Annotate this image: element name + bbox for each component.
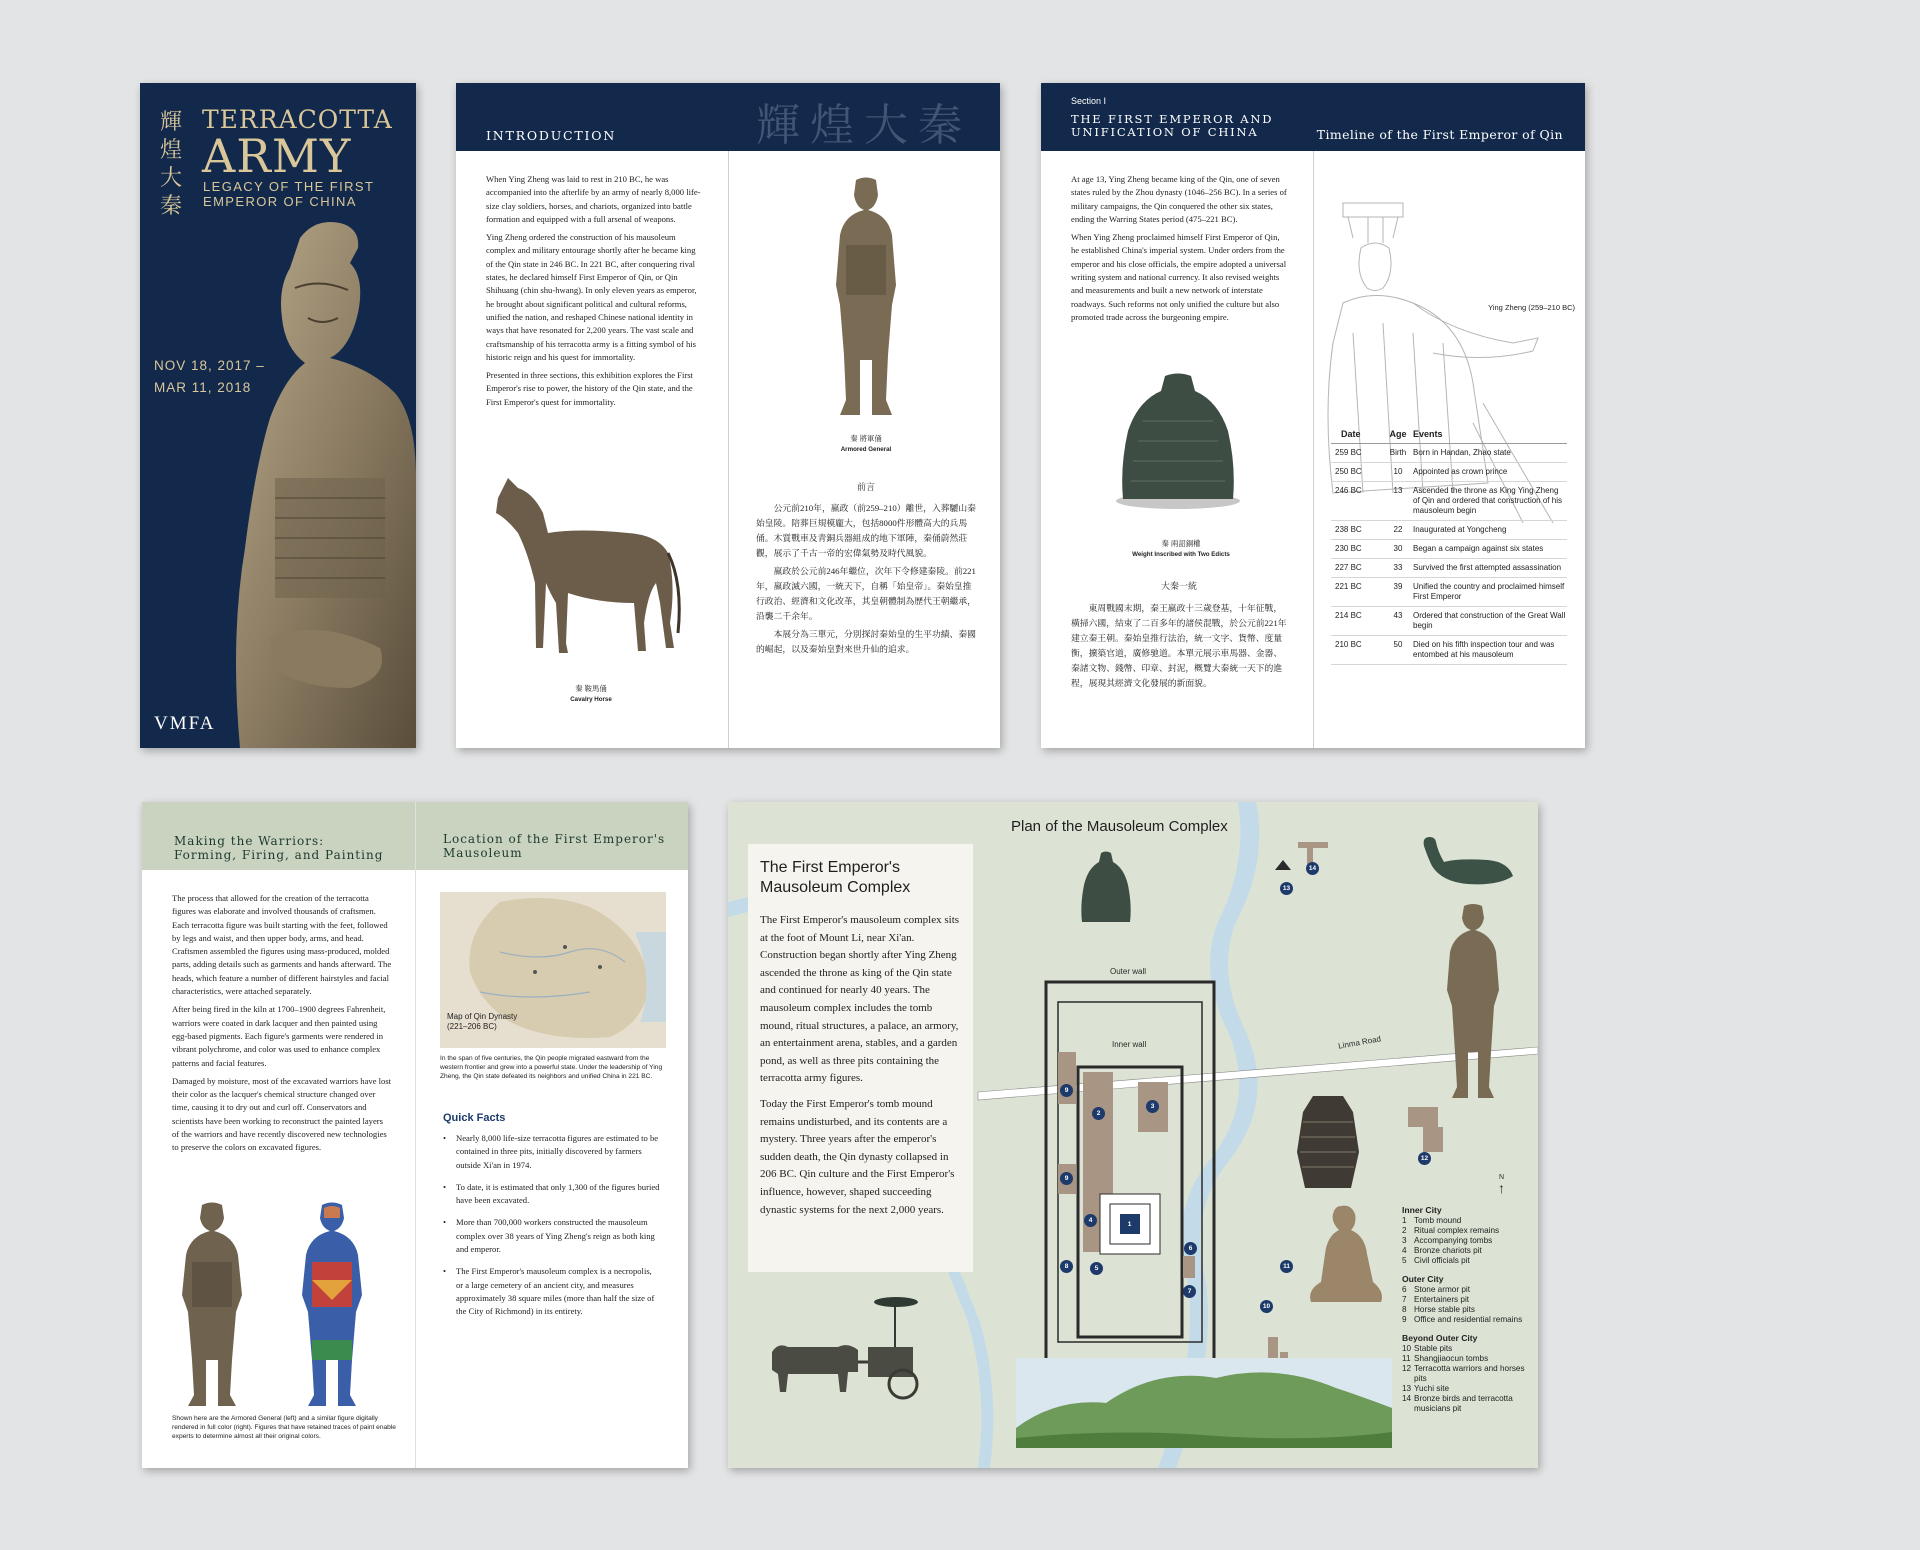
legend-item-number: 14	[1402, 1394, 1412, 1403]
timeline-title: Timeline of the First Emperor of Qin	[1316, 127, 1563, 142]
legend-item	[1402, 1305, 1527, 1315]
paragraph: 本展分為三單元，分別探討秦始皇的生平功績、秦國的崛起，以及秦始皇對來世升仙的追求。	[756, 629, 976, 654]
introduction-spread	[456, 83, 1000, 748]
paragraph: At age 13, Ying Zheng became king of the Qin, one of seven states ruled by the Zhou dynasty (1046–256 BC). In a series of military campaigns, the Qin conquered the other six states, ending the Warring States period (475–221 BC).	[1071, 174, 1287, 224]
location-heading-line2: Mausoleum	[443, 846, 523, 860]
warriors-heading	[174, 834, 383, 862]
section-one-english-text	[1071, 173, 1287, 329]
quick-facts-list	[443, 1132, 661, 1328]
legend-item	[1402, 1246, 1527, 1256]
legend-item-number: 6	[1402, 1285, 1407, 1294]
section-one-chinese-heading: 大秦一統	[1160, 581, 1197, 591]
map-label	[447, 1012, 517, 1032]
legend-item-label: Horse stable pits	[1414, 1305, 1475, 1314]
plan-pin: 13	[1280, 882, 1293, 895]
mausoleum-plan-spread	[728, 802, 1538, 1468]
mausoleum-box-title	[760, 858, 910, 898]
warriors-heading-line2: Forming, Firing, and Painting	[174, 848, 384, 862]
legend-item-label: Terracotta warriors and horses pits	[1414, 1364, 1525, 1383]
cell-event: Unified the country and proclaimed himself First Emperor	[1413, 578, 1567, 607]
cell-date: 227 BC	[1331, 559, 1383, 578]
legend-item-number: 1	[1402, 1216, 1407, 1225]
list-item: • Nearly 8,000 life-size terracotta figures are estimated to be contained in three pits, initially discovered by farmers outside Xi'an in 1974.	[443, 1132, 661, 1172]
plan-pin: 4	[1084, 1214, 1097, 1227]
column-header-age: Age	[1383, 426, 1413, 444]
cell-date: 238 BC	[1331, 521, 1383, 540]
location-heading	[443, 832, 665, 860]
caption-english: Armored General	[840, 446, 892, 453]
cell-date: 246 BC	[1331, 482, 1383, 521]
plan-pin: 5	[1090, 1262, 1103, 1275]
linma-road-label: Linma Road	[1337, 1034, 1382, 1051]
cell-age: 43	[1383, 607, 1413, 636]
cell-date: 221 BC	[1331, 578, 1383, 607]
introduction-chinese-text	[756, 501, 976, 660]
plan-pin: 14	[1306, 862, 1319, 875]
legend-item	[1402, 1226, 1527, 1236]
section-one-spread	[1041, 83, 1585, 748]
mausoleum-box-title-line1: The First Emperor's	[760, 859, 900, 876]
cell-date: 214 BC	[1331, 607, 1383, 636]
warriors-heading-line1: Making the Warriors:	[174, 834, 325, 848]
section-title-line1: THE FIRST EMPEROR AND	[1071, 112, 1274, 126]
column-header-events: Events	[1413, 426, 1567, 444]
bronze-weight-caption	[1101, 538, 1261, 560]
cell-age: 13	[1383, 482, 1413, 521]
armored-general-image	[826, 175, 906, 425]
legend-item-number: 12	[1402, 1364, 1412, 1373]
outer-wall-label: Outer wall	[1110, 967, 1147, 976]
legend-item-number: 2	[1402, 1226, 1407, 1235]
cell-age: Birth	[1383, 444, 1413, 463]
warriors-fold	[415, 802, 416, 1468]
mausoleum-box-text	[760, 912, 965, 1219]
cell-event: Inaugurated at Yongcheng	[1413, 521, 1567, 540]
cover-warrior-image	[230, 218, 416, 748]
map-caption: In the span of five centuries, the Qin people migrated eastward from the western frontier and grew into a powerful state. Under the leadership of Ying Zheng, the Qin state defeated its neighbors and unified China in 221 BC.	[440, 1055, 663, 1080]
legend-item-number: 4	[1402, 1246, 1407, 1255]
legend-item-label: Shangjiaocun tombs	[1414, 1354, 1489, 1363]
legend-item-label: Stone armor pit	[1414, 1285, 1470, 1294]
paragraph: When Ying Zheng proclaimed himself First Emperor of Qin, he established China's imperial system. Under orders from the emperor and his close officials, the empire adopted a universal writing system and national currency. It also revised weights and measurements and built a new network of interstate roadways. Such reforms not only unified the culture but also promoted trade across the burgeoning empire.	[1071, 232, 1287, 322]
cell-date: 230 BC	[1331, 540, 1383, 559]
plan-pin: 2	[1092, 1107, 1105, 1120]
legend-item-label: Bronze chariots pit	[1414, 1246, 1482, 1255]
plan-legend	[1402, 1197, 1527, 1414]
introduction-english-text	[486, 173, 702, 414]
cell-event: Born in Handan, Zhao state	[1413, 444, 1567, 463]
legend-item	[1402, 1384, 1527, 1394]
legend-item	[1402, 1394, 1527, 1414]
legend-item	[1402, 1344, 1527, 1354]
legend-item	[1402, 1354, 1527, 1364]
plan-pin: 11	[1280, 1260, 1293, 1273]
warriors-figure-caption: Shown here are the Armored General (left) and a similar figure digitally rendered in full color (right). Figures that have retained traces of paint enable experts to determine almost all their original colors.	[172, 1415, 396, 1440]
mount-li-landscape	[1016, 1358, 1392, 1448]
introduction-heading: INTRODUCTION	[486, 128, 617, 143]
legend-item	[1402, 1285, 1527, 1295]
timeline-table	[1331, 426, 1567, 665]
caption-english: Cavalry Horse	[570, 696, 612, 703]
section-one-title	[1071, 113, 1273, 139]
table-row	[1331, 559, 1567, 578]
table-row	[1331, 607, 1567, 636]
cell-age: 30	[1383, 540, 1413, 559]
introduction-chinese-heading: 前言	[856, 482, 875, 492]
plan-pin: 7	[1183, 1285, 1196, 1298]
legend-item-label: Stable pits	[1414, 1344, 1453, 1353]
legend-item	[1402, 1364, 1527, 1384]
legend-item-label: Office and residential remains	[1414, 1315, 1523, 1324]
legend-item	[1402, 1236, 1527, 1246]
paragraph: Ying Zheng ordered the construction of his mausoleum complex and military entourage shortly after he became king of the Qin state in 246 BC. In 221 BC, after conquering rival states, he declared himself First Emperor of Qin, or Qin Shihuang (chin shu-hwang). In only eleven years as emperor, he brought about significant political and cultural reforms, unified the nation, and reshaped Chinese national identity in ways that have resonated for 2,200 years. The vast scale and craftsmanship of his terracotta army is a fitting symbol of his historic reign and his quest for immortality.	[486, 232, 697, 362]
inner-wall-label: Inner wall	[1112, 1040, 1147, 1049]
cell-age: 22	[1383, 521, 1413, 540]
table-row	[1331, 482, 1567, 521]
paragraph: 公元前210年，嬴政（前259–210）離世，入葬驪山秦始皇陵。陪葬巨規模龐大，包括8000件形體高大的兵馬俑。木質戰車及青銅兵器組成的地下軍陣，秦俑蔚然莊觀，展示了千古一帝的宏偉氣勢及時代風貌。	[756, 503, 976, 558]
warriors-location-spread	[142, 802, 688, 1468]
caption-english: Weight Inscribed with Two Edicts	[1132, 551, 1230, 558]
plan-pin: 3	[1146, 1100, 1159, 1113]
cell-age: 50	[1383, 636, 1413, 665]
list-item: • More than 700,000 workers constructed the mausoleum complex over 38 years of Ying Zheng's reign as both king and emperor.	[443, 1216, 661, 1256]
map-label-line1: Map of Qin Dynasty	[447, 1012, 518, 1021]
table-row	[1331, 540, 1567, 559]
paragraph: When Ying Zheng was laid to rest in 210 BC, he was accompanied into the afterlife by an army of nearly 8,000 life-size clay soldiers, horses, and chariots, organized into battle formation and equipped with a full arsenal of weapons.	[486, 174, 701, 224]
location-heading-line1: Location of the First Emperor's	[443, 832, 666, 846]
cell-event: Began a campaign against six states	[1413, 540, 1567, 559]
plan-pin: 9	[1060, 1172, 1073, 1185]
plan-pin: 10	[1260, 1300, 1273, 1313]
mausoleum-box-title-line2: Mausoleum Complex	[760, 879, 911, 896]
map-label-line2: (221–206 BC)	[447, 1022, 497, 1031]
paragraph: 東周戰國末期，秦王嬴政十三歲登基，十年征戰，橫掃六國，結束了二百多年的諸侯混戰，於公元前221年建立秦王朝。秦始皇推行法治，統一文字、貨幣、度量衡，擴築官道，廣修驰道。本單元展示車馬器、金器、秦諸文物、錢幣、印章、封泥，概覽大秦統一天下的進程，展現其經濟文化發展的新面貌。	[1071, 603, 1287, 688]
cover-title-terracotta: TERRACOTTA	[202, 105, 393, 134]
cell-age: 33	[1383, 559, 1413, 578]
armored-general-color-image	[292, 1200, 372, 1410]
caption-chinese: 秦 將軍俑	[850, 434, 882, 443]
mausoleum-text-box	[748, 844, 973, 1272]
cell-age: 10	[1383, 463, 1413, 482]
cell-date: 259 BC	[1331, 444, 1383, 463]
quick-facts-title: Quick Facts	[443, 1112, 506, 1124]
stone-armor-image	[1293, 1092, 1363, 1192]
cell-date: 250 BC	[1331, 463, 1383, 482]
warriors-text	[172, 892, 392, 1160]
legend-group-title: Beyond Outer City	[1402, 1333, 1478, 1343]
cell-event: Ascended the throne as King Ying Zheng of Qin and ordered that construction of his mausoleum begin	[1413, 482, 1567, 521]
armored-general-stone-image	[172, 1200, 252, 1410]
table-row	[1331, 636, 1567, 665]
cavalry-horse-image	[488, 473, 688, 663]
cover-subtitle: LEGACY OF THE FIRST EMPEROR OF CHINA	[203, 179, 375, 209]
timeline-table-container	[1331, 426, 1567, 665]
legend-group-title: Inner City	[1402, 1205, 1442, 1215]
legend-item	[1402, 1216, 1527, 1226]
legend-item-number: 13	[1402, 1384, 1412, 1393]
terracotta-warrior-image	[1438, 902, 1508, 1102]
legend-item-label: Civil officials pit	[1414, 1256, 1470, 1265]
column-header-date: Date	[1331, 426, 1383, 444]
caption-chinese: 秦 兩詔銅權	[1161, 539, 1201, 548]
paragraph: After being fired in the kiln at 1700–1900 degrees Fahrenheit, warriors were coated in dark lacquer and then painted using egg-based pigments. Each figure's garments were rendered in vibrant polychrome, and color was used to enhance complex patterns and facial features.	[172, 1004, 386, 1068]
legend-item-label: Accompanying tombs	[1414, 1236, 1493, 1245]
cell-event: Died on his fifth inspection tour and was entombed at his mausoleum	[1413, 636, 1567, 665]
cell-event: Survived the first attempted assassination	[1413, 559, 1567, 578]
legend-item-number: 10	[1402, 1344, 1412, 1353]
north-label: N	[1498, 1174, 1505, 1181]
plan-pin: 1	[1123, 1218, 1136, 1231]
section-one-fold	[1313, 151, 1314, 748]
cover-panel	[140, 83, 416, 748]
north-arrow-icon: ↑	[1498, 1180, 1505, 1196]
portrait-caption: Ying Zheng (259–210 BC)	[1488, 303, 1575, 312]
legend-item-number: 7	[1402, 1295, 1407, 1304]
legend-item-label: Tomb mound	[1414, 1216, 1462, 1225]
cell-event: Ordered that construction of the Great Wall begin	[1413, 607, 1567, 636]
legend-item-label: Bronze birds and terracotta musicians pit	[1414, 1394, 1513, 1413]
legend-item-label: Entertainers pit	[1414, 1295, 1470, 1304]
vmfa-logo: VMFA	[154, 713, 216, 734]
section-one-chinese-text	[1071, 601, 1287, 694]
legend-item-number: 8	[1402, 1305, 1407, 1314]
table-row	[1331, 444, 1567, 463]
seated-figure-image	[1303, 1202, 1388, 1307]
cover-chinese-title: 輝煌大秦	[160, 110, 183, 219]
paragraph: The First Emperor's mausoleum complex sits at the foot of Mount Li, near Xi'an. Construction began shortly after Ying Zheng ascended the throne as king of the Qin state and continued for nearly 40 years. The mausoleum complex includes the tomb mound, ritual structures, a palace, an armory, an entertainment arena, stables, and a garden pond, as well as three pits containing the terracotta army figures.	[760, 914, 960, 1085]
section-title-line2: UNIFICATION OF CHINA	[1071, 125, 1259, 139]
north-arrow	[1498, 1174, 1505, 1195]
bronze-weight-image	[1103, 371, 1253, 511]
bronze-chariot-image	[768, 1292, 938, 1402]
paragraph: Presented in three sections, this exhibition explores the First Emperor's rise to power, the history of the Qin state, and the First Emperor's quest for immortality.	[486, 370, 693, 407]
legend-item	[1402, 1295, 1527, 1305]
cell-date: 210 BC	[1331, 636, 1383, 665]
paragraph: Today the First Emperor's tomb mound remains undisturbed, and its contents are a mystery. Three years after the emperor's sudden death, the Qin dynasty collapsed in 206 BC. Qin culture and the First Emperor's influence, however, shaped succeeding dynastic systems for the next 2,000 years.	[760, 1097, 955, 1216]
caption-chinese: 秦 鞍馬俑	[575, 684, 607, 693]
paragraph: Damaged by moisture, most of the excavated warriors have lost their color as the lacquer's chemical structure changed over time, causing it to dry out and curl off. Conservators and scientists have been working to reconstruct the painted layers of the warriors and have recently discovered new technologies to preserve the colors on excavated figures.	[172, 1075, 392, 1153]
legend-item-number: 5	[1402, 1256, 1407, 1265]
legend-item-number: 11	[1402, 1354, 1411, 1363]
legend-item-number: 3	[1402, 1236, 1407, 1245]
plan-pin: 9	[1060, 1084, 1073, 1097]
introduction-band-chinese: 輝煌大秦	[756, 100, 972, 151]
legend-group-title: Outer City	[1402, 1274, 1444, 1284]
cell-event: Appointed as crown prince	[1413, 463, 1567, 482]
legend-item-number: 9	[1402, 1315, 1407, 1324]
cell-age: 39	[1383, 578, 1413, 607]
legend-item	[1402, 1315, 1527, 1325]
bronze-weight-thumbnail	[1076, 850, 1136, 925]
cover-date-end: MAR 11, 2018	[154, 380, 252, 395]
paragraph: 嬴政於公元前246年繼位，次年下令修建秦陵。前221年，嬴政滅六國，一統天下，自稱「始皇帝」。秦始皇推行政治、經濟和文化改革，其皇朝體制為歷代王朝繼承，沿襲二千余年。	[756, 566, 976, 621]
introduction-fold	[728, 151, 729, 748]
cover-date-start: NOV 18, 2017 –	[154, 358, 265, 373]
list-item: • To date, it is estimated that only 1,300 of the figures buried have been excavated.	[443, 1181, 661, 1208]
cavalry-horse-caption	[516, 683, 666, 705]
plan-pin: 8	[1060, 1260, 1073, 1273]
section-label: Section I	[1071, 96, 1107, 106]
timeline-header-row	[1331, 426, 1567, 444]
legend-item-label: Yuchi site	[1414, 1384, 1450, 1393]
table-row	[1331, 521, 1567, 540]
paragraph: The process that allowed for the creation of the terracotta figures was elaborate and involved thousands of craftsmen. Each terracotta figure was built starting with the feet, followed by legs and waist, and then upper body, arms, and head. Craftsmen assembled the figures using mass-produced, molded parts, adding details such as garments and hands afterward. The heads, which feature a number of different hairstyles and facial characteristics, were attached separately.	[172, 893, 392, 997]
cover-title-army: ARMY	[202, 129, 352, 183]
plan-title: Plan of the Mausoleum Complex	[1011, 818, 1228, 835]
table-row	[1331, 463, 1567, 482]
armored-general-caption	[791, 433, 941, 455]
table-row	[1331, 578, 1567, 607]
plan-pin: 12	[1418, 1152, 1431, 1165]
legend-item-label: Ritual complex remains	[1414, 1226, 1500, 1235]
plan-pin: 6	[1184, 1242, 1197, 1255]
bronze-goose-image	[1418, 832, 1518, 892]
list-item: • The First Emperor's mausoleum complex is a necropolis, or a large cemetery of an ancient city, and measures approximately 38 square miles (more than half the size of the City of Richmond) in its entirety.	[443, 1265, 661, 1318]
legend-item	[1402, 1256, 1527, 1266]
